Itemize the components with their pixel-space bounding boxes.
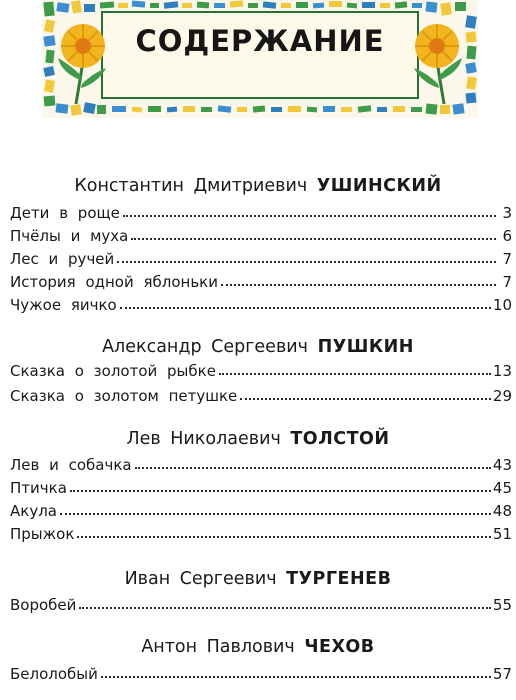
toc-entry[interactable] <box>10 200 512 222</box>
author-heading <box>0 429 516 449</box>
dot-leader <box>221 284 496 286</box>
toc-entry[interactable] <box>10 358 512 380</box>
author-name: Лев Николаевич <box>126 429 281 449</box>
author-surname: ТОЛСТОЙ <box>290 429 390 449</box>
toc-entry[interactable] <box>10 269 512 291</box>
toc-entry-title: Птичка <box>10 479 67 497</box>
toc-entry[interactable] <box>10 246 512 268</box>
dot-leader <box>60 513 491 515</box>
toc-entry-page: 51 <box>492 525 512 543</box>
dot-leader <box>120 307 491 309</box>
toc-entry[interactable] <box>10 383 512 405</box>
toc-entry[interactable] <box>10 661 512 683</box>
toc-entry-title: Прыжок <box>10 525 75 543</box>
dot-leader <box>219 373 491 375</box>
toc-entry-page: 45 <box>492 479 512 497</box>
toc-entry-page: 13 <box>492 362 512 380</box>
author-heading <box>0 337 516 357</box>
toc-entry-page: 57 <box>492 665 512 683</box>
dot-leader <box>101 676 491 678</box>
toc-entry-title: Акула <box>10 502 57 520</box>
dot-leader <box>131 238 496 240</box>
toc-entry[interactable] <box>10 475 512 497</box>
toc-entry-title: История одной яблоньки <box>10 273 218 291</box>
dot-leader <box>123 215 496 217</box>
author-surname: ТУРГЕНЕВ <box>286 569 392 589</box>
page-title: СОДЕРЖАНИЕ <box>135 24 385 58</box>
toc-entry-page: 29 <box>492 387 512 405</box>
author-name: Антон Павлович <box>141 637 295 657</box>
toc-entry[interactable] <box>10 521 512 543</box>
toc-entry-page: 48 <box>492 502 512 520</box>
toc-entry[interactable] <box>10 223 512 245</box>
toc-entry[interactable] <box>10 592 512 614</box>
author-name: Константин Дмитриевич <box>74 176 308 196</box>
toc-entry-title: Лес и ручей <box>10 250 115 268</box>
toc-entry-page: 6 <box>502 227 512 245</box>
toc-entry-page: 10 <box>492 296 512 314</box>
toc-entry-title: Сказка о золотом петушке <box>10 387 238 405</box>
dot-leader <box>135 467 491 469</box>
toc-entry[interactable] <box>10 292 512 314</box>
toc-entry-page: 55 <box>492 596 512 614</box>
dot-leader <box>79 607 491 609</box>
author-heading <box>0 569 516 589</box>
author-heading <box>0 176 516 196</box>
dot-leader <box>77 536 491 538</box>
toc-entry-page: 43 <box>492 456 512 474</box>
dot-leader <box>240 398 491 400</box>
toc-entry-title: Лев и собачка <box>10 456 132 474</box>
toc-entry-page: 7 <box>502 250 512 268</box>
author-name: Александр Сергеевич <box>102 337 308 357</box>
dot-leader <box>70 490 491 492</box>
toc-entry-title: Воробей <box>10 596 77 614</box>
toc-entry-title: Дети в роще <box>10 204 120 222</box>
toc-entry-title: Сказка о золотой рыбке <box>10 362 216 380</box>
author-heading <box>0 637 516 657</box>
toc-entry[interactable] <box>10 452 512 474</box>
author-surname: ЧЕХОВ <box>304 637 375 657</box>
author-surname: ПУШКИН <box>317 337 414 357</box>
toc-entry-page: 7 <box>502 273 512 291</box>
toc-entry-title: Белолобый <box>10 665 98 683</box>
toc-entry-title: Чужое яичко <box>10 296 117 314</box>
toc-entry[interactable] <box>10 498 512 520</box>
dot-leader <box>117 261 496 263</box>
author-surname: УШИНСКИЙ <box>316 176 442 196</box>
author-name: Иван Сергеевич <box>124 569 277 589</box>
toc-entry-page: 3 <box>502 204 512 222</box>
toc-entry-title: Пчёлы и муха <box>10 227 129 245</box>
header-banner <box>42 0 478 118</box>
